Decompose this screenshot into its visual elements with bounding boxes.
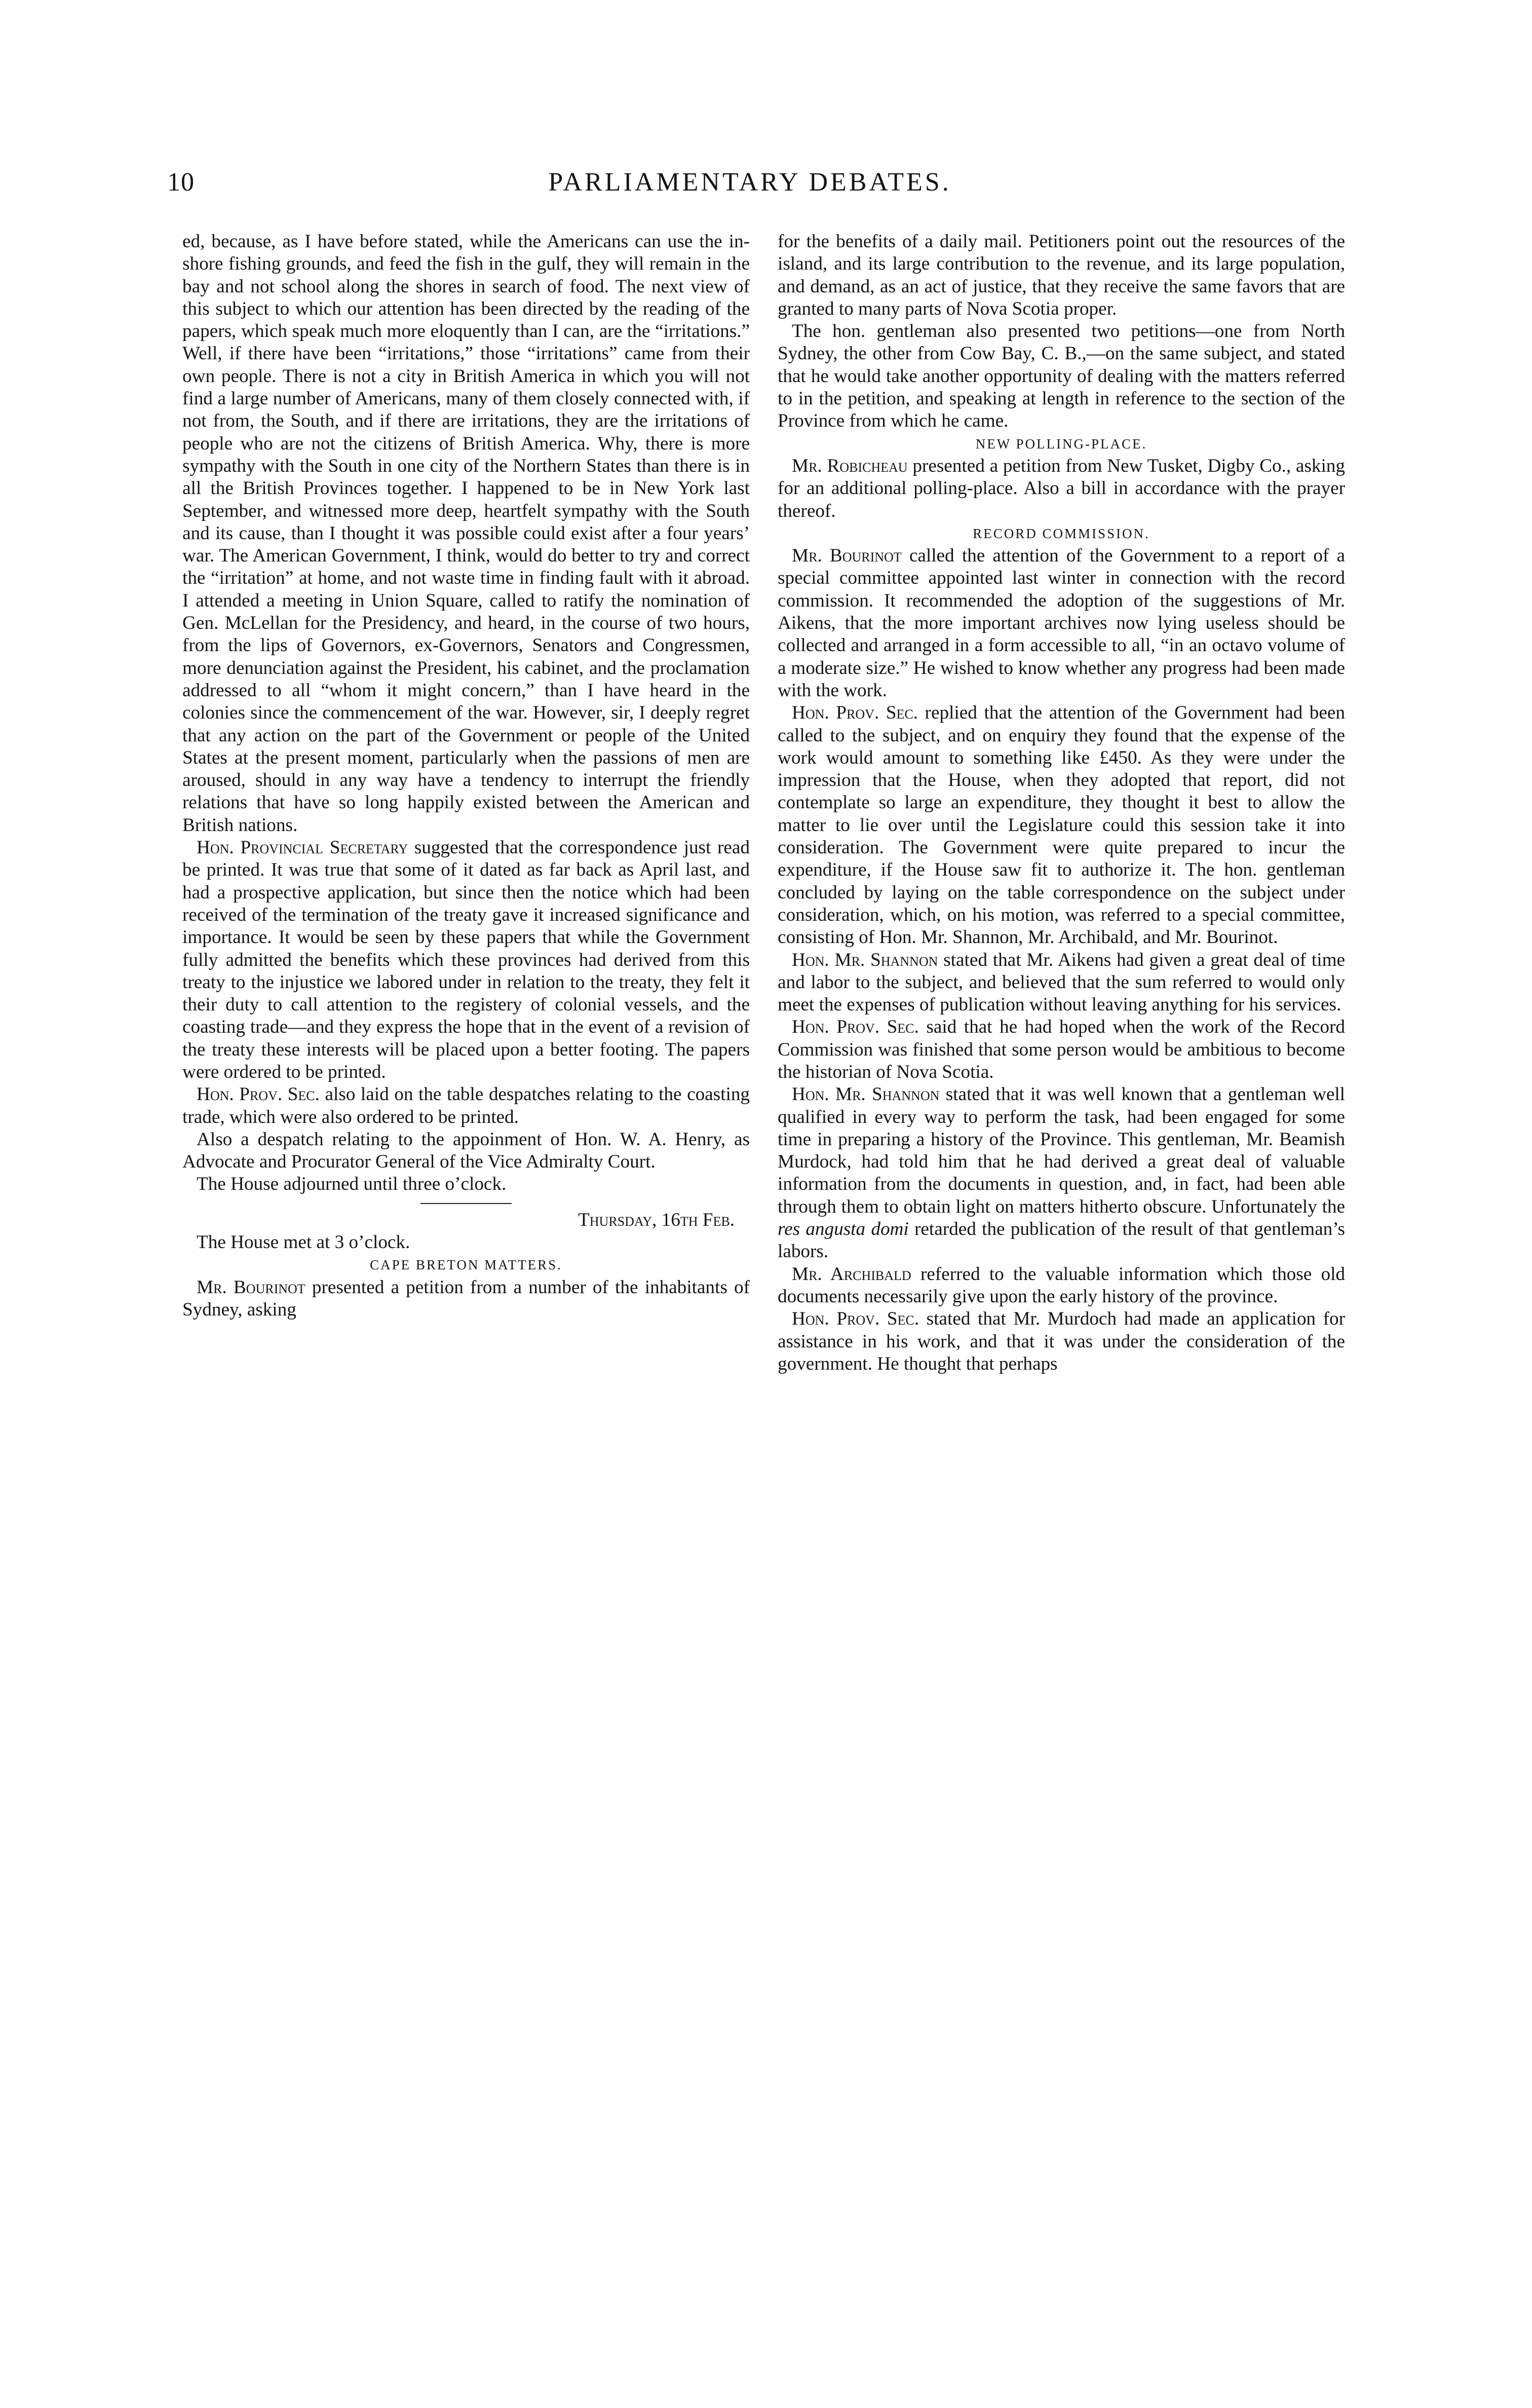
left-column xyxy=(182,231,750,1321)
paragraph xyxy=(182,1083,750,1128)
speaker-name: Mr. Archibald xyxy=(792,1263,911,1285)
paragraph xyxy=(778,1263,1345,1308)
paragraph-text: suggested that the correspondence just read be printed. It was true that some of it dated as far back as April last, and had a prospective application, but since then the notice which had been received of the termination of the treaty gave it increased significance and importance. It would be seen by these papers that while the Government fully admitted the benefits which these provinces had derived from this treaty to the injustice we labored under in relation to the treaty, they felt it their duty to call attention to the registery of colonial vessels, and the coasting trade—and they express the hope that in the event of a revision of the treaty these interests will be placed upon a better footing. The papers were ordered to be printed. xyxy=(182,837,750,1082)
speaker-name: Hon. Mr. Shannon xyxy=(792,949,938,970)
speaker-name: Hon. Prov. Sec. xyxy=(792,1308,920,1330)
section-heading: CAPE BRETON MATTERS. xyxy=(370,1257,562,1273)
speaker-name: Mr. Robicheau xyxy=(792,455,908,476)
paragraph xyxy=(778,545,1345,702)
latin-phrase: res angusta domi xyxy=(778,1219,909,1240)
running-title: PARLIAMENTARY DEBATES. xyxy=(548,168,951,197)
speaker-name: Mr. Bourinot xyxy=(197,1276,305,1298)
paragraph: The House met at 3 o’clock. xyxy=(197,1232,410,1253)
paragraph-text: stated that Mr. Murdoch had made an application for assistance in his work, and that it was under the consideration of the government. He thought that perhaps xyxy=(778,1308,1345,1374)
paragraph xyxy=(778,702,1345,949)
paragraph-text: replied that the attention of the Government had been called to the subject, and on enquiry they found that the expense of the work would amount to something like £450. As they were under the impression that the House, when they adopted that report, did not contemplate so large an expenditure, they thought it best to allow the matter to lie over until the Legislature could this session take it into consideration. The Government were quite prepared to incur the expenditure, if the House saw fit to authorize it. The hon. gentleman concluded by laying on the table correspondence on the subject under consideration, which, on his motion, was referred to a special committee, consisting of Hon. Mr. Shannon, Mr. Archibald, and Mr. Bourinot. xyxy=(778,702,1346,948)
paragraph-text: stated that Mr. Aikens had given a great deal of time and labor to the subject, and believed that the sum referred to would only meet the expenses of publication without leaving anything for his services. xyxy=(778,949,1345,1015)
speaker-name: Hon. Prov. Sec. xyxy=(197,1084,320,1105)
paragraph-text: called the attention of the Government to a report of a special committee appointed last winter in connection with the record commission. It recommended the adoption of the suggestions of Mr. Aikens, that the more important archives now lying useless should be collected and arranged in a form accessible to all, “in an octavo volume of a moderate size.” He wished to know whether any progress had been made with the work. xyxy=(778,545,1346,701)
section-heading: RECORD COMMISSION. xyxy=(973,525,1150,541)
paragraph-text: also laid on the table despatches relating to the coasting trade, which were also ordered to be printed. xyxy=(182,1084,750,1127)
paragraph xyxy=(778,455,1345,522)
speaker-name: Hon. Prov. Sec. xyxy=(792,1017,919,1038)
section-divider xyxy=(420,1203,512,1204)
speaker-name: Hon. Prov. Sec. xyxy=(792,702,918,724)
paragraph: The hon. gentleman also presented two petitions—one from North Sydney, the other from Cow Bay, C. B.,—on the same subject, and stated that he would take another opportunity of dealing with the matters referred to in the petition, and speaking at length in reference to the section of the Province from which he came. xyxy=(778,321,1345,432)
paragraph xyxy=(778,1083,1345,1263)
paragraph xyxy=(778,1016,1345,1083)
paragraph-text: stated that it was well known that a gentleman well qualified in every way to perform the task, had been engaged for some time in preparing a history of the Province. This gentleman, Mr. Beamish Murdock, had told him that he had derived a great deal of valuable information from the documents in question, and, in fact, had been able through them to obtain light on matters hitherto obscure. Unfortunately the xyxy=(778,1084,1346,1217)
paragraph xyxy=(182,1276,750,1322)
page-number: 10 xyxy=(167,168,195,197)
paragraph-text: presented a petition from New Tusket, Digby Co., asking for an additional polling-place. Also a bill in accordance with the prayer thereof. xyxy=(778,455,1345,521)
paragraph-text: retarded the publication of the result of that gentleman’s labors. xyxy=(778,1219,1345,1262)
section-heading: NEW POLLING-PLACE. xyxy=(975,436,1147,452)
paragraph-text: said that he had hoped when the work of the Record Commission was finished that some person would be ambitious to become the historian of Nova Scotia. xyxy=(778,1017,1345,1082)
page-header xyxy=(167,167,1332,213)
speaker-name: Hon. Provincial Secretary xyxy=(197,837,408,858)
paragraph-text: presented a petition from a number of the inhabitants of Sydney, asking xyxy=(182,1276,750,1320)
paragraph: ed, because, as I have before stated, while the Americans can use the in-shore fishing grounds, and feed the fish in the gulf, they will remain in the bay and not school along the shores in search of food. The next view of this subject to which our attention has been directed by the reading of the papers, which speak much more eloquently than I can, are the “irritations.” Well, if there have been “irritations,” those “irritations” came from their own people. There is not a city in British America in which you will not find a large number of Americans, many of them closely connected with, if not from, the South, and if there are irritations, they are the irritations of people who are not the citizens of British America. Why, there is more sympathy with the South in one city of the Northern States than there is in all the British Provinces together. I happened to be in New York last September, and witnessed more deep, heartfelt sympathy with the South and its cause, than I thought it was possible could exist after a four years’ war. The American Government, I think, would do better to try and correct the “irritation” at home, and not waste time in finding fault with it abroad. I attended a meeting in Union Square, called to ratify the nomination of Gen. McLellan for the Presidency, and heard, in the course of two hours, from the lips of Governors, ex-Governors, Senators and Congressmen, more denunciation against the President, his cabinet, and the proclamation addressed to all “whom it might concern,” than I have heard in the colonies since the commencement of the war. However, sir, I deeply regret that any action on the part of the Government or people of the United States at the present moment, particularly when the passions of men are aroused, should in any way have a tendency to interrupt the friendly relations that have so long happily existed between the American and British nations. xyxy=(182,231,750,836)
paragraph: Also a despatch relating to the appoinment of Hon. W. A. Henry, as Advocate and Procurator General of the Vice Admiralty Court. xyxy=(182,1128,750,1173)
paragraph-text: referred to the valuable information which those old documents necessarily give upon the early history of the province. xyxy=(778,1263,1346,1307)
paragraph: for the benefits of a daily mail. Petitioners point out the resources of the island, and its large contribution to the revenue, and its large population, and demand, as an act of justice, that they receive the same favors that are granted to many parts of Nova Scotia proper. xyxy=(778,231,1345,319)
speaker-name: Mr. Bourinot xyxy=(792,545,902,567)
paragraph xyxy=(778,949,1345,1017)
paragraph xyxy=(182,837,750,1083)
dateline: Thursday, 16th Feb. xyxy=(578,1209,735,1230)
speaker-name: Hon. Mr. Shannon xyxy=(792,1084,940,1105)
right-column xyxy=(778,231,1345,1375)
paragraph xyxy=(778,1308,1345,1375)
paragraph: The House adjourned until three o’clock. xyxy=(197,1174,507,1195)
